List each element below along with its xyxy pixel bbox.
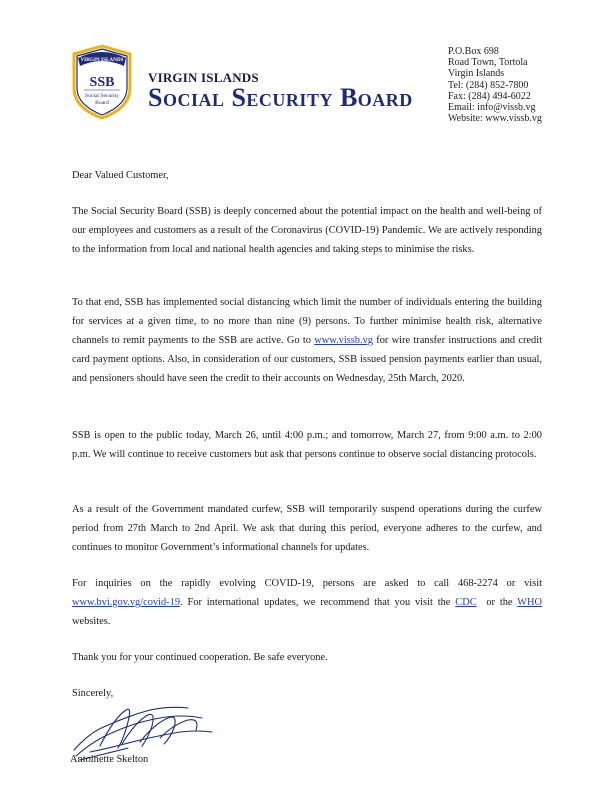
salutation-text: Dear Valued Customer, xyxy=(72,170,169,181)
paragraph-5 xyxy=(72,574,542,631)
who-link[interactable]: WHO xyxy=(517,597,542,608)
paragraph-6 xyxy=(72,648,542,667)
vissb-link[interactable]: www.vissb.vg xyxy=(314,335,373,346)
signatory-name: Antoinette Skelton xyxy=(70,754,149,765)
org-title: Social Security Board xyxy=(148,83,413,112)
logo-sub-text-1: Social Security xyxy=(84,93,120,99)
contact-po-box: P.O.Box 698 xyxy=(448,46,499,57)
contact-fax: Fax: (284) 494-6022 xyxy=(448,90,531,102)
organization-name xyxy=(148,70,413,113)
paragraph-2-part-a: To that end, SSB has implemented social distancing which limit the number of individuals entering the building for services at a given time, to no more than nine (9) persons. To further minimise health risk, alternative channels to remit payments to the SSB are active. Go to xyxy=(72,297,542,346)
bvi-covid-link[interactable]: www.bvi.gov.vg/covid-19 xyxy=(72,597,181,608)
paragraph-5-text xyxy=(72,574,542,631)
cdc-link[interactable]: CDC xyxy=(455,597,477,608)
paragraph-2-text xyxy=(72,293,542,388)
paragraph-4 xyxy=(72,500,542,557)
paragraph-3-text: SSB is open to the public today, March 26, until 4:00 p.m.; and tomorrow, March 27, from 9:00 a.m. to 2:00 p.m. We will continue to receive customers but ask that persons continue to observe social distancing protocols. xyxy=(72,430,542,460)
paragraph-1-text: The Social Security Board (SSB) is deeply concerned about the potential impact on the health and well-being of our employees and customers as a result of the Coronavirus (COVID-19) Pandemic. We are actively responding to the information from local and national health agencies and taking steps to minimise the risks. xyxy=(72,206,542,255)
contact-address-2: Virgin Islands xyxy=(448,68,505,80)
contact-address-1: Road Town, Tortola xyxy=(448,57,528,69)
paragraph-2-part-b: for wire transfer instructions and credit card payment options. Also, in consideration of our customers, SSB issued pension payments earlier than usual, and pensioners should have seen the credit to their accounts on Wednesday, 25th March, 2020. xyxy=(72,335,542,384)
paragraph-5-part-d: websites. xyxy=(72,616,111,627)
logo-banner-text: VIRGIN ISLANDS xyxy=(80,57,124,63)
contact-tel: Tel: (284) 852-7800 xyxy=(448,79,529,91)
shield-icon xyxy=(70,44,134,120)
paragraph-2 xyxy=(72,293,542,388)
closing-text: Sincerely, xyxy=(72,688,114,699)
ssb-logo xyxy=(70,44,134,120)
paragraph-6-text: Thank you for your continued cooperation. Be safe everyone. xyxy=(72,652,328,663)
org-region: VIRGIN ISLANDS xyxy=(148,70,259,85)
logo-ssb-text: SSB xyxy=(89,75,115,90)
paragraph-5-part-a: For inquiries on the rapidly evolving COVID-19, persons are asked to call 468-2274 or visit xyxy=(72,578,542,589)
paragraph-1 xyxy=(72,202,542,259)
paragraph-5-part-c: or the xyxy=(476,597,518,608)
paragraph-5-part-b: . For international updates, we recommend that you visit the xyxy=(180,597,456,608)
contact-email: Email: info@vissb.vg xyxy=(448,102,536,114)
contact-website: Website: www.vissb.vg xyxy=(448,113,542,125)
logo-sub-text-2: Board xyxy=(95,100,109,106)
salutation xyxy=(72,166,542,185)
contact-block xyxy=(448,46,542,124)
paragraph-4-text: As a result of the Government mandated curfew, SSB will temporarily suspend operations during the curfew period from 27th March to 2nd April. We ask that during this period, everyone adheres to the curfew, and continues to monitor Government’s informational channels for updates. xyxy=(72,504,542,553)
paragraph-3 xyxy=(72,426,542,464)
